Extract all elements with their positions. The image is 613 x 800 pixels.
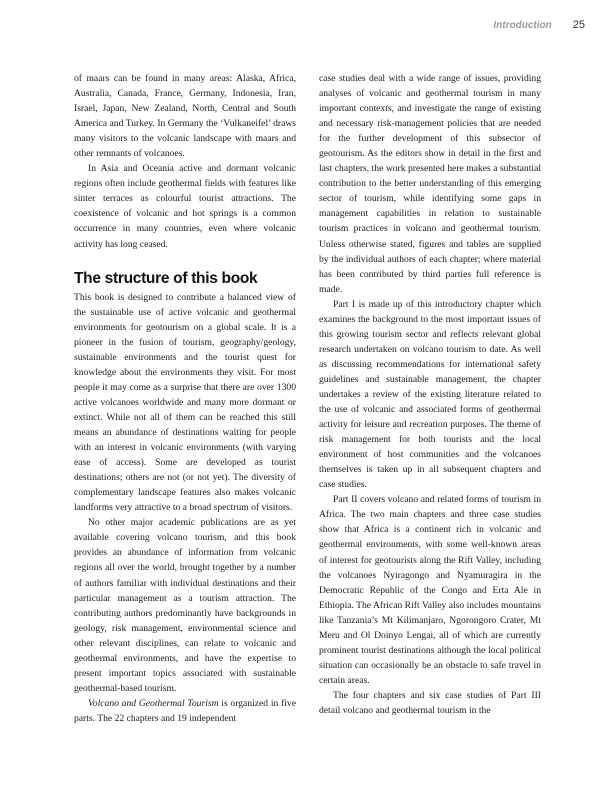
right-column xyxy=(319,71,541,718)
running-header xyxy=(493,19,585,31)
paragraph: In Asia and Oceania active and dormant volcanic regions often include geothermal fields with features like sinter terraces as colourful tourist attractions. The coexistence of volcanic and hot springs is a common occurrence in many countries, even where volcanic activity has long ceased. xyxy=(74,163,296,250)
paragraph: case studies deal with a wide range of issues, providing analyses of volcanic and geothermal tourism in many important contexts, and investigate the range of existing and necessary risk-management policies that are needed for the further development of this subsector of geotourism. As the editors show in detail in the first and last chapters, the work presented here makes a substantial contribution to the better understanding of this emerging sector of tourism, while identifying some gaps in management capabilities in relation to sustainable tourism practices in volcano and geothermal tourism. Unless otherwise stated, figures and tables are supplied by the individual authors of each chapter; where material has been contributed by third parties full reference is made. xyxy=(319,73,541,295)
paragraph: This book is designed to contribute a balanced view of the sustainable use of active volcanic and geothermal environments for geotourism on a global scale. It is a pioneer in the fusion of tourism, geography/geology, sustainable environments and the tourist quest for knowledge about the environments they visit. For most people it may come as a surprise that there are over 1300 active volcanoes worldwide and many more dormant or extinct. While not all of them can be reached this still means an abundance of destinations waiting for people with an interest in volcanic environments (with varying ease of access). Some are developed as tourist destinations; others are not (or not yet). The diversity of complementary landscape features also makes volcanic landforms very attractive to a broad spectrum of visitors. xyxy=(74,291,296,514)
book-title: Volcano and Geothermal Tourism xyxy=(88,697,219,709)
page-number: 25 xyxy=(572,19,585,31)
left-column xyxy=(74,71,296,726)
paragraph: Part II covers volcano and related forms of tourism in Africa. The two main chapters and three case studies show that Africa is a continent rich in volcanic and geothermal environments, with some well-known areas of interest for geotourists along the Rift Valley, including the volcanoes Nyiragongo and Nyamuragira in the Democratic Republic of the Congo and Erta Ale in Ethiopia. The African Rift Valley also includes mountains like Tanzania’s Mt Kilimanjaro, Ngorongoro Crater, Mt Meru and Ol Doinyo Lengai, all of which are currently prominent tourist destinations although the local political situation can occasionally be an obstacle to safe travel in certain areas. xyxy=(319,494,541,686)
paragraph xyxy=(74,696,296,726)
paragraph: The four chapters and six case studies of Part III detail volcano and geothermal tourism in the xyxy=(319,689,541,716)
paragraph: of maars can be found in many areas: Alaska, Africa, Australia, Canada, France, Germany, Indonesia, Iran, Israel, Japan, New Zealand, North, Central and South America and Turkey. In Germany the ‘Vulkaneifel’ draws many visitors to the volcanic landscape with maars and other remnants of volcanoes. xyxy=(74,73,296,160)
paragraph-text: is organized in five parts. The 22 chapters and 19 independent xyxy=(74,697,296,724)
section-title: Introduction xyxy=(493,20,552,31)
section-heading: The structure of this book xyxy=(74,269,258,287)
paragraph: No other major academic publications are as yet available covering volcano tourism, and this book provides an abundance of information from volcanic regions all over the world, brought together by a number of authors familiar with individual destinations and their particular management as a tourism attraction. The contributing authors predominantly have backgrounds in geology, risk management, environmental science and other relevant disciplines, can relate to volcanic and geothermal environments, and have the expertise to present important topics associated with sustainable geothermal-based tourism. xyxy=(74,517,296,694)
paragraph: Part I is made up of this introductory chapter which examines the background to the most important issues of this growing tourism sector and reflects relevant global research undertaken on volcano tourism to date. As well as discussing recommendations for international safety guidelines and sustainable management, the chapter undertakes a review of the existing literature related to the use of volcanic and associated forms of geothermal activity for leisure and recreation purposes. The theme of risk management for both tourists and the local environment of host communities and the volcanoes themselves is taken up in all subsequent chapters and case studies. xyxy=(319,298,541,491)
